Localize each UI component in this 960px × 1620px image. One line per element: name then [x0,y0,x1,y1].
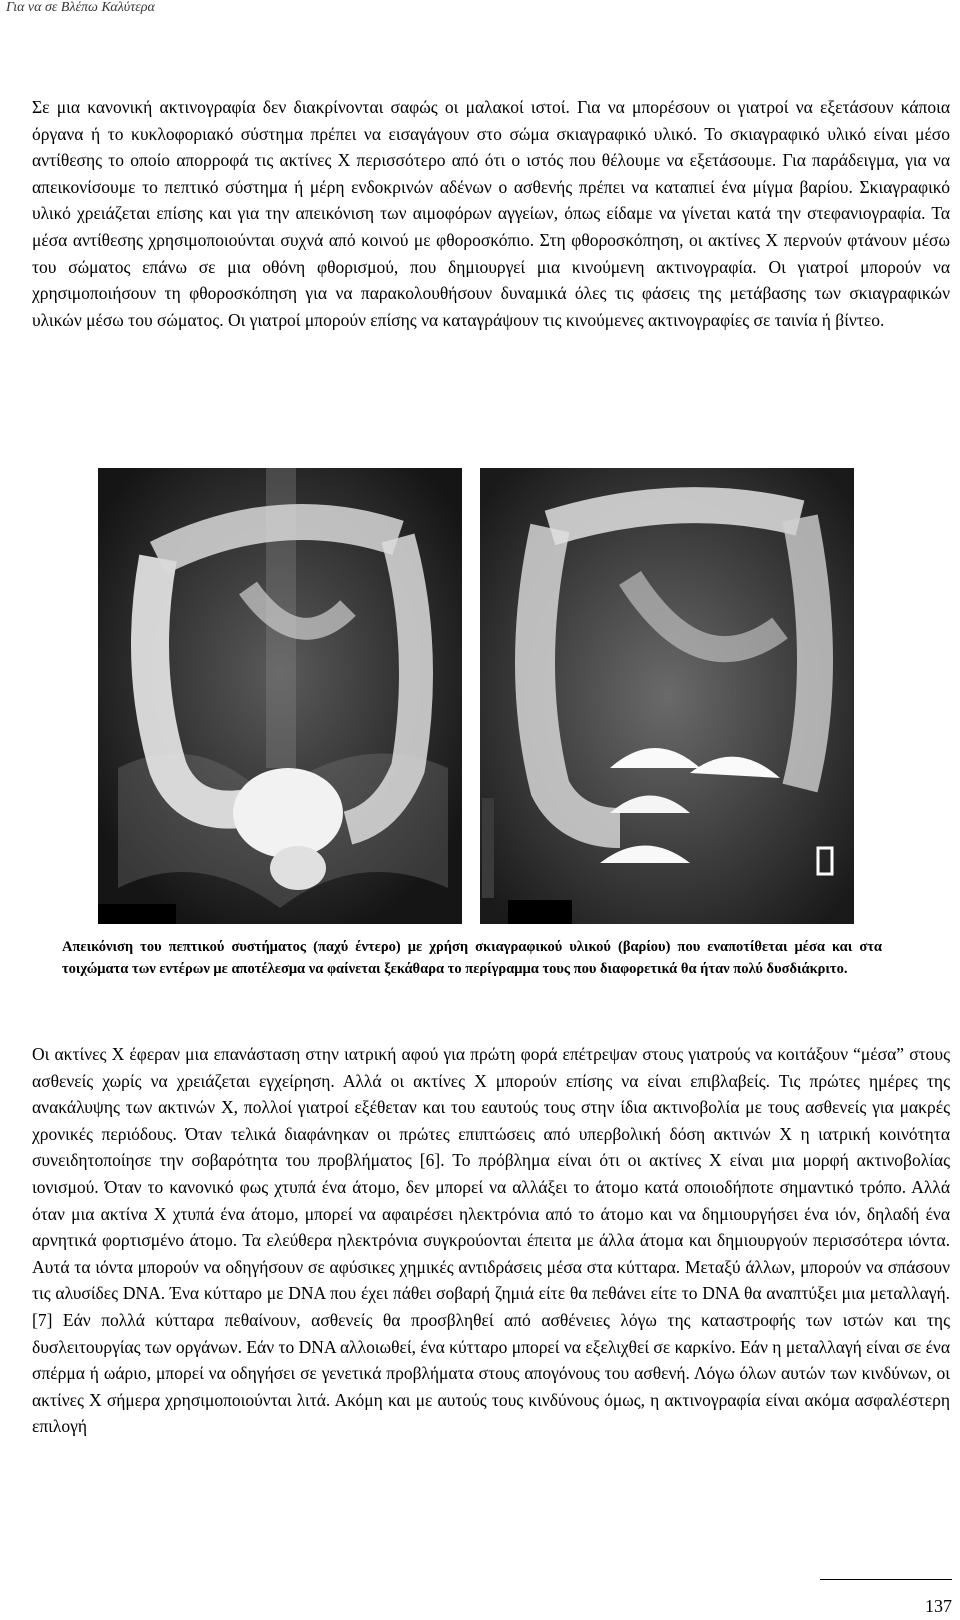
page-number: 137 [925,1596,952,1616]
xray-right-graphic [480,468,854,924]
running-header: Για να σε Βλέπω Καλύτερα [6,0,155,15]
footer-divider [820,1579,952,1580]
xray-image-left [98,468,462,924]
figure-caption: Απεικόνιση του πεπτικού συστήματος (παχύ έντερο) με χρήση σκιαγραφικού υλικού (βαρίου) που εναποτίθεται μέσα και στα τοιχώματα των εντέρων με αποτέλεσμα να φαίνεται ξεκάθαρα το περίγραμμα τους που διαφορετικά θα ήταν πολύ δυσδιάκριτο. [62,939,882,977]
paragraph-contrast-agents: Σε μια κανονική ακτινογραφία δεν διακρίνονται σαφώς οι μαλακοί ιστοί. Για να μπορέσουν οι γιατροί να εξετάσουν κάποια όργανα ή το κυκλοφοριακό σύστημα πρέπει να εισαγάγουν στο σώμα σκιαγραφικό υλικό. Το σκιαγραφικό υλικό είναι μέσο αντίθεσης το οποίο απορροφά τις ακτίνες X περισσότερο από ότι ο ιστός που θέλουμε να εξετάσουμε. Για παράδειγμα, για να απεικονίσουμε το πεπτικό σύστημα ή μέρη ενδοκρινών αδένων ο ασθενής πρέπει να καταπιεί ένα μίγμα βαρίου. Σκιαγραφικό υλικό χρειάζεται επίσης και για την απεικόνιση των αιμοφόρων αγγείων, όπως είδαμε να γίνεται κατά την στεφανιογραφία. Τα μέσα αντίθεσης χρησιμοποιούνται συχνά από κοινού με φθοροσκόπιο. Στη φθοροσκόπηση, οι ακτίνες X περνούν φτάνουν μέσω του σώματος επάνω σε μια οθόνη φθορισμού, που δημιουργεί μια κινούμενη ακτινογραφία. Οι γιατροί μπορούν να χρησιμοποιήσουν τη φθοροσκόπηση για να παρακολουθήσουν δυναμικά όλες τις φάσεις της μετάβασης των σκιαγραφικών υλικών μέσω του σώματος. Οι γιατροί μπορούν επίσης να καταγράψουν τις κινούμενες ακτινογραφίες σε ταινία ή βίντεο. [32,97,950,330]
paragraph-xray-risks: Οι ακτίνες X έφεραν μια επανάσταση στην ιατρική αφού για πρώτη φορά επέτρεψαν στους γιατρούς να κοιτάξουν “μέσα” στους ασθενείς χωρίς να χρειάζεται εγχείρηση. Αλλά οι ακτίνες X μπορούν επίσης να είναι επιβλαβείς. Τις πρώτες ημέρες της ανακάλυψης των ακτινών X, πολλοί γιατροί εξέθεταν και του εαυτούς τους στην ίδια ακτινοβολία με τους ασθενείς για μακρές χρονικές περιόδους. Όταν τελικά διαφάνηκαν οι πρώτες επιπτώσεις από υπερβολική δόση ακτινών X η ιατρική κοινότητα συνειδητοποίησε την σοβαρότητα του προβλήματος [6]. Το πρόβλημα είναι ότι οι ακτίνες X είναι μια μορφή ακτινοβολίας ιονισμού. Όταν το κανονικό φως χτυπά ένα άτομο, δεν μπορεί να αλλάξει το άτομο κατά οποιοδήποτε σημαντικό τρόπο. Αλλά όταν μια ακτίνα X χτυπά ένα άτομο, μπορεί να αφαιρέσει ηλεκτρόνια από το άτομο και να δημιουργήσει ένα ιόν, δηλαδή ένα αρνητικά φορτισμένο άτομο. Τα ελεύθερα ηλεκτρόνια συγκρούονται έπειτα με άλλα άτομα και δημιουργούν περισσότερα ιόντα. Αυτά τα ιόντα μπορούν να οδηγήσουν σε αφύσικες χημικές αντιδράσεις μέσα στα κύτταρα. Μεταξύ άλλων, μπορούν να σπάσουν τις αλυσίδες DNA. Ένα κύτταρο με DNA που έχει πάθει σοβαρή ζημιά είτε θα πεθάνει είτε το DNA θα αναπτύξει μια μεταλλαγή. [7] Εάν πολλά κύτταρα πεθαίνουν, ασθενείς θα προσβληθεί από ασθένειες λόγω της καταστροφής των ιστών και της δυσλειτουργίας των οργάνων. Εάν το DNA αλλοιωθεί, ένα κύτταρο μπορεί να εξελιχθεί σε καρκίνο. Εάν η μεταλλαγή είναι σε ένα σπέρμα ή ωάριο, μπορεί να οδηγήσει σε γενετικά προβλήματα στους απογόνους του ασθενή. Λόγω όλων αυτών των κινδύνων, οι ακτίνες X σήμερα χρησιμοποιούνται λιτά. Ακόμη και με αυτούς τους κινδύνους όμως, η ακτινογραφία είναι ακόμα ασφαλέστερη επιλογή [32,1044,950,1437]
xray-left-graphic [98,468,462,924]
xray-image-right [480,468,854,924]
